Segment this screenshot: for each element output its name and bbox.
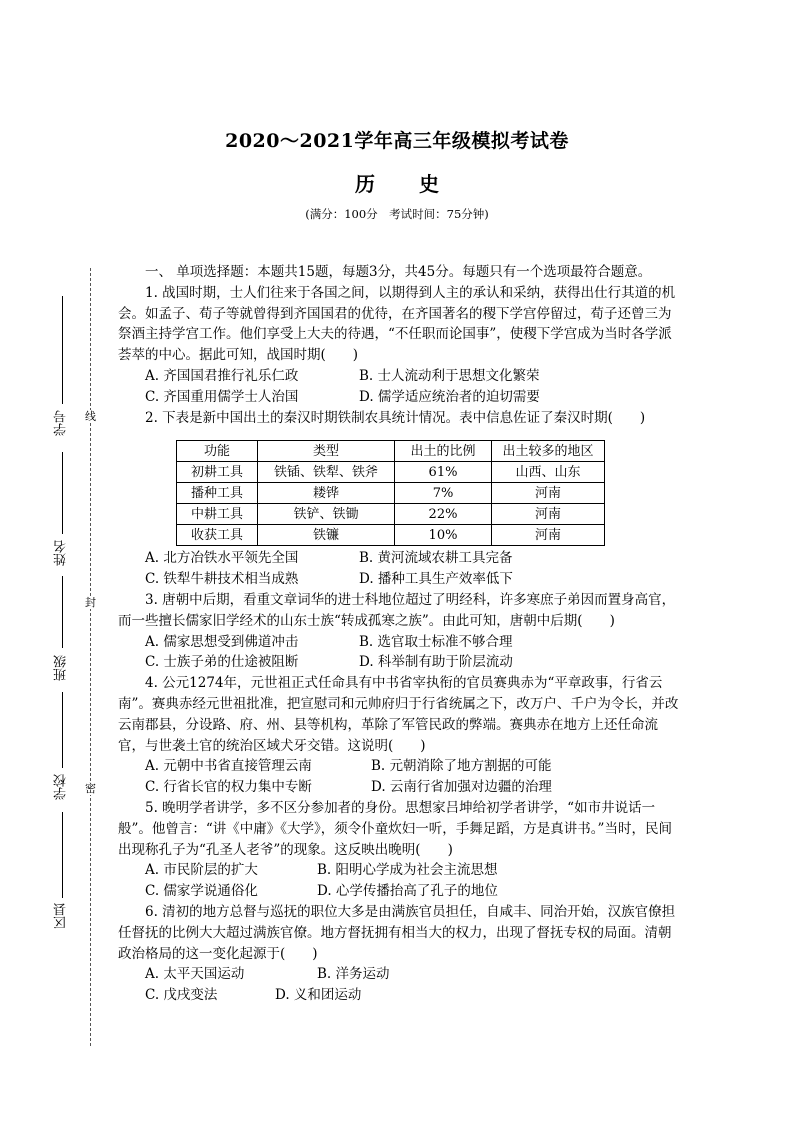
class-line [62,576,63,648]
question-5-options-row-1 [118,860,680,881]
binding-char-feng: 封 [85,596,96,609]
school-label: 学校 [54,774,69,800]
option-a[interactable]: A. 齐国国君推行礼乐仁政 [145,367,299,384]
exam-content [118,262,680,1006]
option-b[interactable]: B. 元朝消除了地方割据的可能 [371,758,552,775]
option-a[interactable]: A. 元朝中书省直接管理云南 [145,758,312,775]
option-c[interactable]: C. 戊戌变法 [145,987,218,1004]
table-cell: 铁铲、铁锄 [258,504,395,525]
student-id-label: 学号 [54,410,69,436]
school-line [62,692,63,768]
option-c[interactable]: C. 齐国重用儒学士人治国 [145,388,299,405]
option-c[interactable]: C. 铁犁牛耕技术相当成熟 [145,571,299,588]
question-4-options-row-2 [118,777,680,798]
table-row [177,504,605,525]
binding-char-mi: 密 [85,782,96,795]
table-header-cell: 类型 [258,441,395,462]
option-b[interactable]: B. 阳明心学成为社会主流思想 [317,862,498,879]
table-cell: 10% [395,525,492,546]
district-field[interactable] [52,812,74,932]
table-cell: 河南 [492,525,605,546]
table-cell: 河南 [492,504,605,525]
question-3-stem: 3. 唐朝中后期，看重文章词华的进士科地位超过了明经科，许多寒庶子弟因而置身高官，而一些擅长儒家旧学经术的山东士族“转成孤寒之族”。由此可知，唐朝中后期( ) [118,591,676,629]
question-4-stem: 4. 公元1274年，元世祖正式任命具有中书省宰执衔的官员赛典赤为“平章政事，行省云南”。赛典赤经元世祖批准，把宣慰司和元帅府归于行省统属之下，改万户、千户为令长，并改云南郡县，分设路、府、州、县等机构，革除了军管民政的弊端。赛典赤在地方上还任命流官，与世袭土官的统治区域犬牙交错。这说明( ) [118,675,679,754]
table-cell: 耧铧 [258,483,395,504]
option-a[interactable]: A. 太平天国运动 [145,966,245,983]
option-d[interactable]: D. 心学传播抬高了孔子的地位 [317,883,498,900]
name-field[interactable] [52,452,74,570]
table-header-row [177,441,605,462]
class-field[interactable] [52,576,74,686]
option-b[interactable]: B. 黄河流域农耕工具完备 [359,550,513,567]
student-id-field[interactable] [52,296,74,442]
table-row [177,462,605,483]
subject-title [0,168,794,197]
option-a[interactable]: A. 儒家思想受到佛道冲击 [145,633,299,650]
table-cell: 22% [395,504,492,525]
table-cell: 河南 [492,483,605,504]
table-cell: 初耕工具 [177,462,258,483]
option-c[interactable]: C. 儒家学说通俗化 [145,883,258,900]
option-b[interactable]: B. 洋务运动 [317,966,390,983]
table-cell: 铁镰 [258,525,395,546]
question-1-stem: 1. 战国时期，士人们往来于各国之间，以期得到人主的承认和采纳，获得出仕行其道的机会。如孟子、荀子等就曾得到齐国国君的优待，在齐国著名的稷下学宫停留过，荀子还曾三为祭酒主持学宫工作。他们享受上大夫的待遇，“不任职而论国事”，使稷下学宫成为当时各学派荟萃的中心。据此可知，战国时期( ) [118,284,676,364]
school-field[interactable] [52,692,74,804]
option-b[interactable]: B. 选官取士标准不够合理 [359,633,513,650]
question-6-options-row-2 [118,985,680,1006]
exam-title: 2020～2021学年高三年级模拟考试卷 [225,130,569,152]
question-6-stem: 6. 清初的地方总督与巡抚的职位大多是由满族官员担任，自咸丰、同治开始，汉族官僚担任督抚的比例大大超过满族官僚。地方督抚拥有相当大的权力，出现了督抚专权的局面。清朝政治格局的这一变化起源于( ) [118,903,676,962]
table-cell: 铁锸、铁犁、铁斧 [258,462,395,483]
table-cell: 7% [395,483,492,504]
question-1-options-row-2 [118,387,680,408]
table-cell: 山西、山东 [492,462,605,483]
option-c[interactable]: C. 士族子弟的仕途被阻断 [145,654,299,671]
student-id-line [62,296,63,404]
option-d[interactable]: D. 义和团运动 [275,987,362,1004]
district-line [62,812,63,898]
table-cell: 收获工具 [177,525,258,546]
question-4-options-row-1 [118,756,680,777]
question-6-options-row-1 [118,964,680,985]
question-2-stem: 2. 下表是新中国出土的秦汉时期铁制农具统计情况。表中信息佐证了秦汉时期( ) [145,409,646,426]
binding-dashed-line [90,268,91,1046]
binding-char-xian: 线 [85,410,96,423]
table-cell: 播种工具 [177,483,258,504]
table-row [177,483,605,504]
option-b[interactable]: B. 士人流动利于思想文化繁荣 [359,367,540,384]
option-d[interactable]: D. 播种工具生产效率低下 [359,571,513,588]
option-a[interactable]: A. 市民阶层的扩大 [145,862,258,879]
option-d[interactable]: D. 云南行省加强对边疆的治理 [371,779,552,796]
question-2-options-row-1 [118,548,680,569]
class-label: 班级 [54,655,69,681]
question-1-options-row-1 [118,366,680,387]
question-5-options-row-2 [118,881,680,902]
question-5-stem: 5. 晚明学者讲学，多不区分参加者的身份。思想家吕坤给初学者讲学，“如市井说话一般”。他曾言：“讲《中庸》《大学》，须令仆童炊妇一听，手舞足蹈，方是真讲书。”当时，民间出现称孔子为“孔圣人老爷”的现象。这反映出晚明( ) [118,799,672,858]
option-d[interactable]: D. 科举制有助于阶层流动 [359,654,513,671]
table-header-cell: 功能 [177,441,258,462]
question-3-options-row-1 [118,632,680,653]
table-header-cell: 出土较多的地区 [492,441,605,462]
table-row [177,525,605,546]
option-c[interactable]: C. 行省长官的权力集中专断 [145,779,312,796]
table-cell: 61% [395,462,492,483]
section-heading: 一、 单项选择题：本题共15题，每题3分，共45分。每题只有一个选项最符合题意。 [145,264,652,280]
district-label: 区县 [54,903,69,929]
table-cell: 中耕工具 [177,504,258,525]
subject-char: 史 [419,172,439,196]
farm-tools-table [176,440,605,546]
question-3-options-row-2 [118,652,680,673]
exam-meta: (满分：100分 考试时间：75分钟) [305,207,489,221]
option-a[interactable]: A. 北方冶铁水平领先全国 [145,550,299,567]
name-label: 姓名 [54,540,69,566]
subject-char: 历 [355,172,375,196]
name-line [62,452,63,534]
table-header-cell: 出土的比例 [395,441,492,462]
option-d[interactable]: D. 儒学适应统治者的迫切需要 [359,388,540,405]
question-2-options-row-2 [118,569,680,590]
